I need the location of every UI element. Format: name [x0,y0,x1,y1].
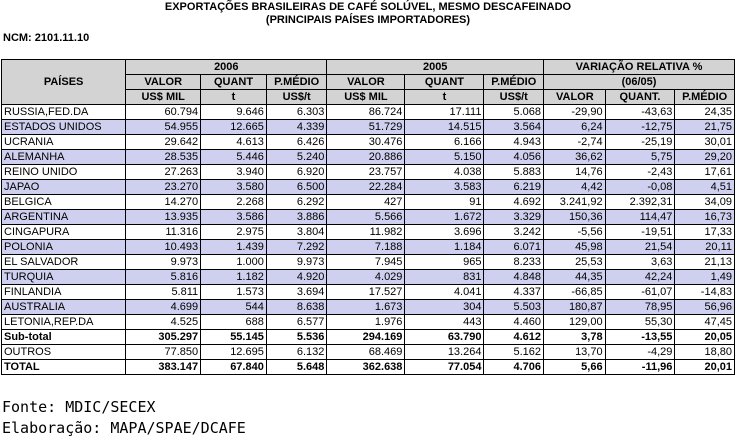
header-quant-unit-2006: t [201,90,267,105]
value-cell-v05: 30.476 [327,135,405,150]
country-cell: TURQUIA [2,270,126,285]
value-cell-p05: 4.692 [484,195,544,210]
value-cell-q06: 2.975 [201,225,267,240]
country-cell: EL SALVADOR [2,255,126,270]
value-cell-v06: 14.270 [126,195,201,210]
value-cell-q06: 5.446 [201,150,267,165]
value-cell-p05: 4.460 [484,315,544,330]
value-cell-vq: -2,43 [605,165,675,180]
value-cell-q05: 6.166 [405,135,484,150]
value-cell-q06: 4.613 [201,135,267,150]
value-cell-v06: 13.935 [126,210,201,225]
value-cell-v05: 5.566 [327,210,405,225]
value-cell-vq: -4,29 [605,345,675,360]
table-title: EXPORTAÇÕES BRASILEIRAS DE CAFÉ SOLÚVEL, MESMO DESCAFEINADO [164,1,572,13]
value-cell-vv: -2,74 [544,135,606,150]
value-cell-v06: 60.794 [126,105,201,120]
value-cell-v06: 383.147 [126,360,201,375]
value-cell-p06: 4.920 [266,270,327,285]
value-cell-q06: 1.573 [201,285,267,300]
value-cell-v05: 86.724 [327,105,405,120]
value-cell-vv: 150,36 [544,210,606,225]
value-cell-q06: 544 [201,300,267,315]
value-cell-v06: 77.850 [126,345,201,360]
value-cell-vp: 34,09 [675,195,735,210]
table-row [2,135,735,150]
value-cell-v05: 22.284 [327,180,405,195]
value-cell-q06: 1.439 [201,240,267,255]
country-cell: RUSSIA,FED.DA [2,105,126,120]
value-cell-q06: 3.940 [201,165,267,180]
country-cell: REINO UNIDO [2,165,126,180]
value-cell-vv: 36,62 [544,150,606,165]
value-cell-v05: 1.976 [327,315,405,330]
table-row [2,345,735,360]
value-cell-p06: 6.500 [266,180,327,195]
value-cell-p05: 5.068 [484,105,544,120]
value-cell-v06: 5.811 [126,285,201,300]
table-row [2,195,735,210]
value-cell-vq: -11,96 [605,360,675,375]
value-cell-vv: 14,76 [544,165,606,180]
header-quant-2005: QUANT [405,75,484,90]
value-cell-q05: 1.184 [405,240,484,255]
value-cell-q06: 9.646 [201,105,267,120]
value-cell-v06: 4.525 [126,315,201,330]
value-cell-q06: 1.000 [201,255,267,270]
value-cell-vp: 17,61 [675,165,735,180]
header-paises: PAÍSES [2,60,126,105]
elaboration-note: Elaboração: MAPA/SPAE/DCAFE [2,419,246,437]
value-cell-vq: 2.392,31 [605,195,675,210]
country-cell: BELGICA [2,195,126,210]
header-pmedio-2005: P.MÉDIO [484,75,544,90]
value-cell-q05: 3.583 [405,180,484,195]
value-cell-p05: 3.242 [484,225,544,240]
value-cell-q05: 4.038 [405,165,484,180]
header-pmedio-2006: P.MÉDIO [266,75,327,90]
value-cell-p06: 7.292 [266,240,327,255]
value-cell-v05: 17.527 [327,285,405,300]
value-cell-q06: 55.145 [201,330,267,345]
header-var-pmedio: P.MÉDIO [675,90,735,105]
table-row [2,330,735,345]
value-cell-vv: 3.241,92 [544,195,606,210]
value-cell-p06: 6.292 [266,195,327,210]
table-subtitle: (PRINCIPAIS PAÍSES IMPORTADORES) [265,14,471,26]
value-cell-vp: -14,83 [675,285,735,300]
country-cell: POLONIA [2,240,126,255]
value-cell-vq: -25,19 [605,135,675,150]
value-cell-vp: 21,75 [675,120,735,135]
value-cell-p05: 4.612 [484,330,544,345]
value-cell-v05: 427 [327,195,405,210]
value-cell-vp: 20,05 [675,330,735,345]
country-cell: Sub-total [2,330,126,345]
header-variacao-period: (06/05) [544,75,735,90]
value-cell-vq: 78,95 [605,300,675,315]
value-cell-vv: 44,35 [544,270,606,285]
table-row [2,210,735,225]
value-cell-p05: 6.071 [484,240,544,255]
table-row [2,240,735,255]
header-valor-unit-2005: US$ MIL [327,90,405,105]
value-cell-vq: 3,63 [605,255,675,270]
header-var-quant: QUANT. [605,90,675,105]
value-cell-v05: 68.469 [327,345,405,360]
value-cell-vv: 25,53 [544,255,606,270]
value-cell-vq: -0,08 [605,180,675,195]
value-cell-vp: 1,49 [675,270,735,285]
value-cell-vv: -66,85 [544,285,606,300]
value-cell-q05: 13.264 [405,345,484,360]
value-cell-q06: 67.840 [201,360,267,375]
value-cell-vq: 55,30 [605,315,675,330]
value-cell-v05: 23.757 [327,165,405,180]
value-cell-vp: 4,51 [675,180,735,195]
value-cell-vp: 17,33 [675,225,735,240]
header-valor-unit-2006: US$ MIL [126,90,201,105]
value-cell-vp: 29,20 [675,150,735,165]
table-row [2,150,735,165]
exports-table [1,59,735,375]
value-cell-p05: 5.503 [484,300,544,315]
value-cell-vq: -61,07 [605,285,675,300]
value-cell-p05: 4.706 [484,360,544,375]
country-cell: AUSTRALIA [2,300,126,315]
value-cell-vp: 20,11 [675,240,735,255]
value-cell-v06: 29.642 [126,135,201,150]
value-cell-v05: 362.638 [327,360,405,375]
value-cell-q06: 688 [201,315,267,330]
value-cell-q05: 4.041 [405,285,484,300]
value-cell-vp: 20,01 [675,360,735,375]
value-cell-vp: 30,01 [675,135,735,150]
value-cell-q05: 965 [405,255,484,270]
value-cell-q06: 3.586 [201,210,267,225]
value-cell-v05: 4.029 [327,270,405,285]
table-row [2,225,735,240]
value-cell-p06: 6.303 [266,105,327,120]
value-cell-p05: 5.162 [484,345,544,360]
value-cell-vq: -43,63 [605,105,675,120]
value-cell-vp: 56,96 [675,300,735,315]
header-quant-2006: QUANT [201,75,267,90]
table-row [2,165,735,180]
country-cell: CINGAPURA [2,225,126,240]
value-cell-p05: 5.883 [484,165,544,180]
country-cell: UCRANIA [2,135,126,150]
value-cell-q06: 12.695 [201,345,267,360]
value-cell-v06: 27.263 [126,165,201,180]
country-cell: ALEMANHA [2,150,126,165]
value-cell-p06: 8.638 [266,300,327,315]
country-cell: TOTAL [2,360,126,375]
value-cell-p06: 6.132 [266,345,327,360]
header-quant-unit-2005: t [405,90,484,105]
country-cell: FINLANDIA [2,285,126,300]
value-cell-vp: 24,35 [675,105,735,120]
header-valor-2006: VALOR [126,75,201,90]
table-body [2,105,735,375]
value-cell-p06: 6.577 [266,315,327,330]
value-cell-p06: 5.536 [266,330,327,345]
value-cell-v05: 1.673 [327,300,405,315]
value-cell-p06: 3.804 [266,225,327,240]
value-cell-vv: 6,24 [544,120,606,135]
header-year-2006: 2006 [126,60,327,75]
value-cell-vp: 16,73 [675,210,735,225]
table-row [2,360,735,375]
value-cell-p06: 5.648 [266,360,327,375]
value-cell-q05: 14.515 [405,120,484,135]
value-cell-vq: 42,24 [605,270,675,285]
value-cell-q05: 443 [405,315,484,330]
value-cell-q06: 2.268 [201,195,267,210]
value-cell-q06: 3.580 [201,180,267,195]
value-cell-v06: 9.973 [126,255,201,270]
value-cell-vv: 13,70 [544,345,606,360]
value-cell-v06: 11.316 [126,225,201,240]
country-cell: ESTADOS UNIDOS [2,120,126,135]
header-pmedio-unit-2006: US$/t [266,90,327,105]
value-cell-p05: 4.943 [484,135,544,150]
value-cell-vp: 18,80 [675,345,735,360]
value-cell-p05: 8.233 [484,255,544,270]
value-cell-p06: 4.339 [266,120,327,135]
value-cell-v06: 54.955 [126,120,201,135]
value-cell-v06: 10.493 [126,240,201,255]
value-cell-vv: -29,90 [544,105,606,120]
value-cell-vv: 45,98 [544,240,606,255]
table-row [2,300,735,315]
value-cell-q05: 63.790 [405,330,484,345]
country-cell: LETONIA,REP.DA [2,315,126,330]
value-cell-vp: 21,13 [675,255,735,270]
value-cell-vv: 129,00 [544,315,606,330]
table-row [2,105,735,120]
value-cell-v05: 11.982 [327,225,405,240]
value-cell-v05: 7.188 [327,240,405,255]
value-cell-v06: 5.816 [126,270,201,285]
value-cell-p06: 6.920 [266,165,327,180]
value-cell-vv: 5,66 [544,360,606,375]
value-cell-vv: 4,42 [544,180,606,195]
value-cell-p05: 3.564 [484,120,544,135]
value-cell-q05: 91 [405,195,484,210]
value-cell-p05: 4.337 [484,285,544,300]
value-cell-q05: 17.111 [405,105,484,120]
table-row [2,180,735,195]
table-row [2,255,735,270]
value-cell-p05: 3.329 [484,210,544,225]
country-cell: ARGENTINA [2,210,126,225]
value-cell-p05: 6.219 [484,180,544,195]
value-cell-v05: 294.169 [327,330,405,345]
header-variacao: VARIAÇÃO RELATIVA % [544,60,735,75]
value-cell-vv: 180,87 [544,300,606,315]
value-cell-vq: -19,51 [605,225,675,240]
value-cell-q06: 1.182 [201,270,267,285]
header-year-2005: 2005 [327,60,544,75]
table-row [2,285,735,300]
value-cell-v06: 305.297 [126,330,201,345]
value-cell-q05: 3.696 [405,225,484,240]
value-cell-q05: 1.672 [405,210,484,225]
value-cell-p06: 3.886 [266,210,327,225]
table-row [2,315,735,330]
value-cell-p05: 4.848 [484,270,544,285]
value-cell-q05: 304 [405,300,484,315]
header-pmedio-unit-2005: US$/t [484,90,544,105]
value-cell-v05: 7.945 [327,255,405,270]
value-cell-q05: 5.150 [405,150,484,165]
value-cell-vq: 5,75 [605,150,675,165]
source-note: Fonte: MDIC/SECEX [2,398,156,416]
header-var-valor: VALOR [544,90,606,105]
header-valor-2005: VALOR [327,75,405,90]
country-cell: JAPAO [2,180,126,195]
value-cell-q06: 12.665 [201,120,267,135]
value-cell-v05: 51.729 [327,120,405,135]
value-cell-p06: 9.973 [266,255,327,270]
value-cell-vv: -5,56 [544,225,606,240]
ncm-code: NCM: 2101.11.10 [3,32,90,44]
value-cell-vq: 21,54 [605,240,675,255]
value-cell-vq: 114,47 [605,210,675,225]
value-cell-v06: 4.699 [126,300,201,315]
value-cell-p06: 5.240 [266,150,327,165]
value-cell-v06: 23.270 [126,180,201,195]
value-cell-vq: -12,75 [605,120,675,135]
value-cell-p05: 4.056 [484,150,544,165]
table-row [2,270,735,285]
value-cell-q05: 831 [405,270,484,285]
value-cell-vq: -13,55 [605,330,675,345]
table-row [2,120,735,135]
value-cell-p06: 3.694 [266,285,327,300]
value-cell-vp: 47,45 [675,315,735,330]
country-cell: OUTROS [2,345,126,360]
value-cell-q05: 77.054 [405,360,484,375]
value-cell-vv: 3,78 [544,330,606,345]
value-cell-p06: 6.426 [266,135,327,150]
value-cell-v06: 28.535 [126,150,201,165]
value-cell-v05: 20.886 [327,150,405,165]
